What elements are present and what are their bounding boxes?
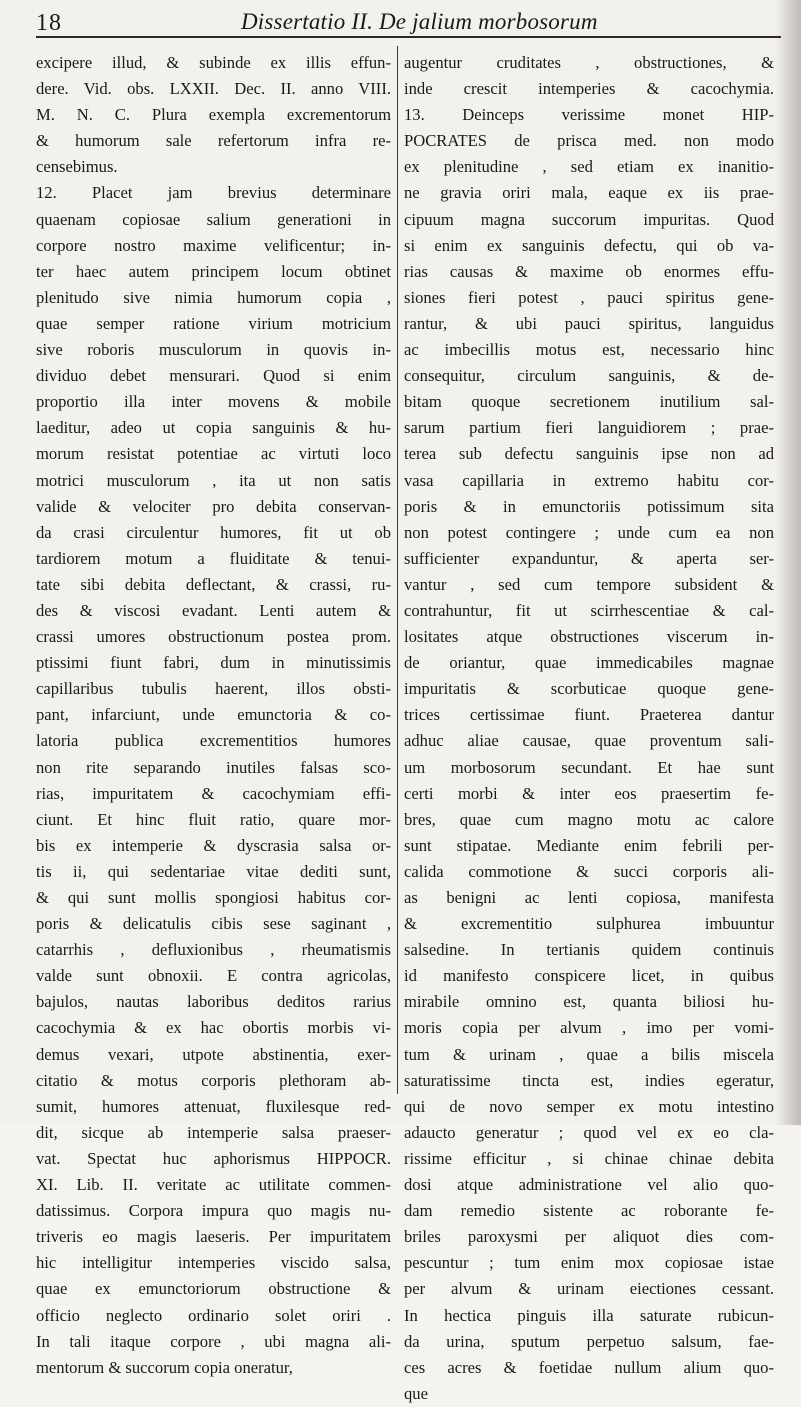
text-line: quae ex emunctoriorum obstructione &	[36, 1279, 391, 1299]
text-line: datissimus. Corpora impura quo magis nu-	[36, 1201, 391, 1221]
text-line: tate sibi debita deflectant, & crassi, ru-	[36, 574, 391, 594]
text-line: motrici musculorum , ita ut non satis	[36, 470, 391, 490]
text-line: & qui sunt mollis spongiosi habitus cor-	[36, 888, 391, 907]
page-number: 18	[36, 10, 62, 36]
page-header	[36, 4, 781, 40]
text-line: id manifesto conspicere licet, in quibus	[404, 966, 774, 986]
text-line: sufficienter expanduntur, & aperta ser-	[404, 548, 774, 568]
text-line: POCRATES de prisca med. non modo	[404, 131, 774, 151]
text-line: corpore nostro maxime velificentur; in-	[36, 235, 391, 255]
text-line: & humorum sale refertorum infra re-	[36, 131, 391, 151]
text-line: rissime efficitur , si chinae chinae debita	[404, 1148, 774, 1168]
text-line: mirabile omnino est, quanta biliosi hu-	[404, 992, 774, 1012]
text-line: sive roboris musculorum in quovis in-	[36, 340, 391, 360]
text-line: 12. Placet jam brevius determinare	[36, 183, 391, 203]
page-edge-shadow	[775, 0, 801, 1125]
text-line: bitam quoque secretionem inutilium sal-	[404, 392, 774, 412]
text-line: ter haec autem principem locum obtinet	[36, 261, 391, 281]
text-line: bajulos, nautas laboribus deditos rarius	[36, 992, 391, 1012]
text-line: In tali itaque corpore , ubi magna ali-	[36, 1331, 391, 1351]
text-line: vantur , sed cum tempore subsident &	[404, 574, 774, 594]
text-line: non potest contingere ; unde cum ea non	[404, 522, 774, 542]
text-line: triveris eo magis laeseris. Per impuritatem	[36, 1227, 391, 1247]
text-line: dosi atque administratione vel alio quo-	[404, 1175, 774, 1195]
running-title: Dissertatio II. De jalium morbosorum	[241, 9, 598, 34]
text-line: ptissimi fiunt fabri, dum in minutissimis	[36, 653, 391, 673]
text-line: de oriantur, quae immedicabiles magnae	[404, 653, 774, 673]
text-line: catarrhis , defluxionibus , rheumatismis	[36, 940, 391, 960]
text-line: vat. Spectat huc aphorismus HIPPOCR.	[36, 1148, 391, 1168]
text-line: poris & delicatulis cibis sese saginant ,	[36, 914, 391, 934]
text-line: consequitur, circulum sanguinis, & de-	[404, 366, 774, 386]
text-line: tis ii, qui sedentariae vitae dediti sunt,	[36, 861, 391, 881]
text-line: & excrementitio sulphurea imbuuntur	[404, 914, 774, 934]
header-rule	[36, 36, 781, 38]
text-line: bres, quae cum magno motu ac calore	[404, 809, 774, 829]
text-line: non rite separando inutiles falsas sco-	[36, 757, 391, 777]
text-line: rantur, & ubi pauci spiritus, languidus	[404, 313, 774, 333]
text-line: cipuum magna succorum impuritas. Quod	[404, 209, 774, 229]
text-line: valde sunt obnoxii. E contra agricolas,	[36, 966, 391, 986]
text-line: ex plenitudine , sed etiam ex inanitio-	[404, 157, 774, 177]
text-line: ac imbecillis motus est, necessario hinc	[404, 340, 774, 360]
text-line: pant, infarciunt, unde emunctoria & co-	[36, 705, 391, 725]
text-line: si enim ex sanguinis defectu, qui ob va-	[404, 235, 774, 255]
text-line: sumit, humores attenuat, fluxilesque red-	[36, 1096, 391, 1116]
text-line: trices certissimae fiunt. Praeterea dantur	[404, 705, 774, 725]
text-line: 13. Deinceps verissime monet HIP-	[404, 105, 774, 125]
text-line: terea sub defectu sanguinis ipse non ad	[404, 444, 774, 464]
text-line: pescuntur ; tum enim mox copiosae istae	[404, 1253, 774, 1273]
text-line: augentur cruditates , obstructiones, &	[404, 53, 774, 72]
text-line: latoria publica excrementitios humores	[36, 731, 391, 751]
text-line: tardiorem motum a fluiditate & tenui-	[36, 548, 391, 568]
text-line: rias, impuritatem & cacochymiam effi-	[36, 783, 391, 803]
text-line: um morbosorum secundant. Et hae sunt	[404, 757, 774, 777]
text-line: dit, sicque ab intemperie salsa praeser-	[36, 1122, 391, 1142]
text-line: per alvum & urinam eiectiones cessant.	[404, 1279, 774, 1299]
text-line: crassi umores obstructionum postea prom.	[36, 627, 391, 647]
text-line: as benigni ac lenti copiosa, manifesta	[404, 888, 774, 907]
text-line: inde crescit intemperies & cacochymia.	[404, 79, 774, 99]
text-line: contrahuntur, fit ut scirrhescentiae & cal-	[404, 600, 774, 620]
text-line: impuritatis & scorbuticae quoque gene-	[404, 679, 774, 699]
text-line: M. N. C. Plura exempla excrementorum	[36, 105, 391, 125]
text-line: sarum partium fieri languidiorem ; prae-	[404, 418, 774, 438]
text-line: briles paroxysmi per aliquot dies com-	[404, 1227, 774, 1247]
text-line: proportio illa inter movens & mobile	[36, 392, 391, 412]
text-line: moris copia per alvum , imo per vomi-	[404, 1018, 774, 1038]
text-line: In hectica pinguis illa saturate rubicun-	[404, 1305, 774, 1325]
text-line: sunt stipatae. Mediante enim febrili per-	[404, 835, 774, 855]
text-line: dere. Vid. obs. LXXII. Dec. II. anno VIII.	[36, 79, 391, 99]
text-line: poris & in emunctoriis potissimum sita	[404, 496, 774, 516]
text-line: lositates atque obstructiones viscerum in-	[404, 627, 774, 647]
text-line: ces acres & foetidae nullum alium quo-	[404, 1357, 774, 1377]
text-line: certi morbi & inter eos praesertim fe-	[404, 783, 774, 803]
text-line: quaenam copiosae salium generationi in	[36, 209, 391, 229]
text-line: tum & urinam , quae a bilis miscela	[404, 1044, 774, 1064]
text-line: vasa capillaria in extremo habitu cor-	[404, 470, 774, 490]
right-text-column	[404, 50, 774, 1407]
text-line: rias causas & maxime ob enormes effu-	[404, 261, 774, 281]
text-line: qui de novo semper ex motu intestino	[404, 1096, 774, 1116]
text-line: hic intelligitur intemperies viscido salsa,	[36, 1253, 391, 1273]
text-line: adhuc aliae causae, quae proventum sali-	[404, 731, 774, 751]
text-line: calida commotione & succi corporis ali-	[404, 861, 774, 881]
text-line: ciunt. Et hinc fluit ratio, quare mor-	[36, 809, 391, 829]
text-line: cacochymia & ex hac obortis morbis vi-	[36, 1018, 391, 1038]
text-line: officio neglecto ordinario solet oriri .	[36, 1305, 391, 1325]
text-line: valide & velociter pro debita conservan-	[36, 496, 391, 516]
text-line: siones fieri potest , pauci spiritus gene-	[404, 287, 774, 307]
text-line: morum resistat potentiae ac virtuti loco	[36, 444, 391, 464]
text-line: adaucto generatur ; quod vel ex eo cla-	[404, 1122, 774, 1142]
column-divider	[397, 46, 398, 1094]
text-line: salsedine. In tertianis quidem continuis	[404, 940, 774, 960]
text-line: quae semper ratione virium motricium	[36, 313, 391, 333]
text-line: laeditur, adeo ut copia sanguinis & hu-	[36, 418, 391, 438]
text-line: capillaribus tubulis haerent, illos obsti-	[36, 679, 391, 699]
text-line: citatio & motus corporis plethoram ab-	[36, 1070, 391, 1090]
text-line: demus vexari, utpote abstinentia, exer-	[36, 1044, 391, 1064]
text-line: dividuo debet mensurari. Quod si enim	[36, 366, 391, 386]
text-line: des & viscosi evadant. Lenti autem &	[36, 600, 391, 620]
text-line: censebimus.	[36, 157, 118, 177]
text-line: plenitudo sive nimia humorum copia ,	[36, 287, 391, 307]
text-line: mentorum & succorum copia oneratur,	[36, 1357, 293, 1377]
text-line: que	[404, 1383, 428, 1403]
text-line: saturatissime tincta est, indies egeratur,	[404, 1070, 774, 1090]
text-line: da urina, sputum perpetuo salsum, fae-	[404, 1331, 774, 1351]
text-line: bis ex intemperie & dyscrasia salsa or-	[36, 835, 391, 855]
text-line: dam remedio sistente ac roborante fe-	[404, 1201, 774, 1221]
text-line: da crasi circulentur humores, fit ut ob	[36, 522, 391, 542]
text-line: ne gravia oriri mala, eaque ex iis prae-	[404, 183, 774, 203]
left-text-column	[36, 50, 391, 1381]
text-line: XI. Lib. II. veritate ac utilitate commen-	[36, 1175, 391, 1195]
text-line: excipere illud, & subinde ex illis effun-	[36, 53, 391, 72]
